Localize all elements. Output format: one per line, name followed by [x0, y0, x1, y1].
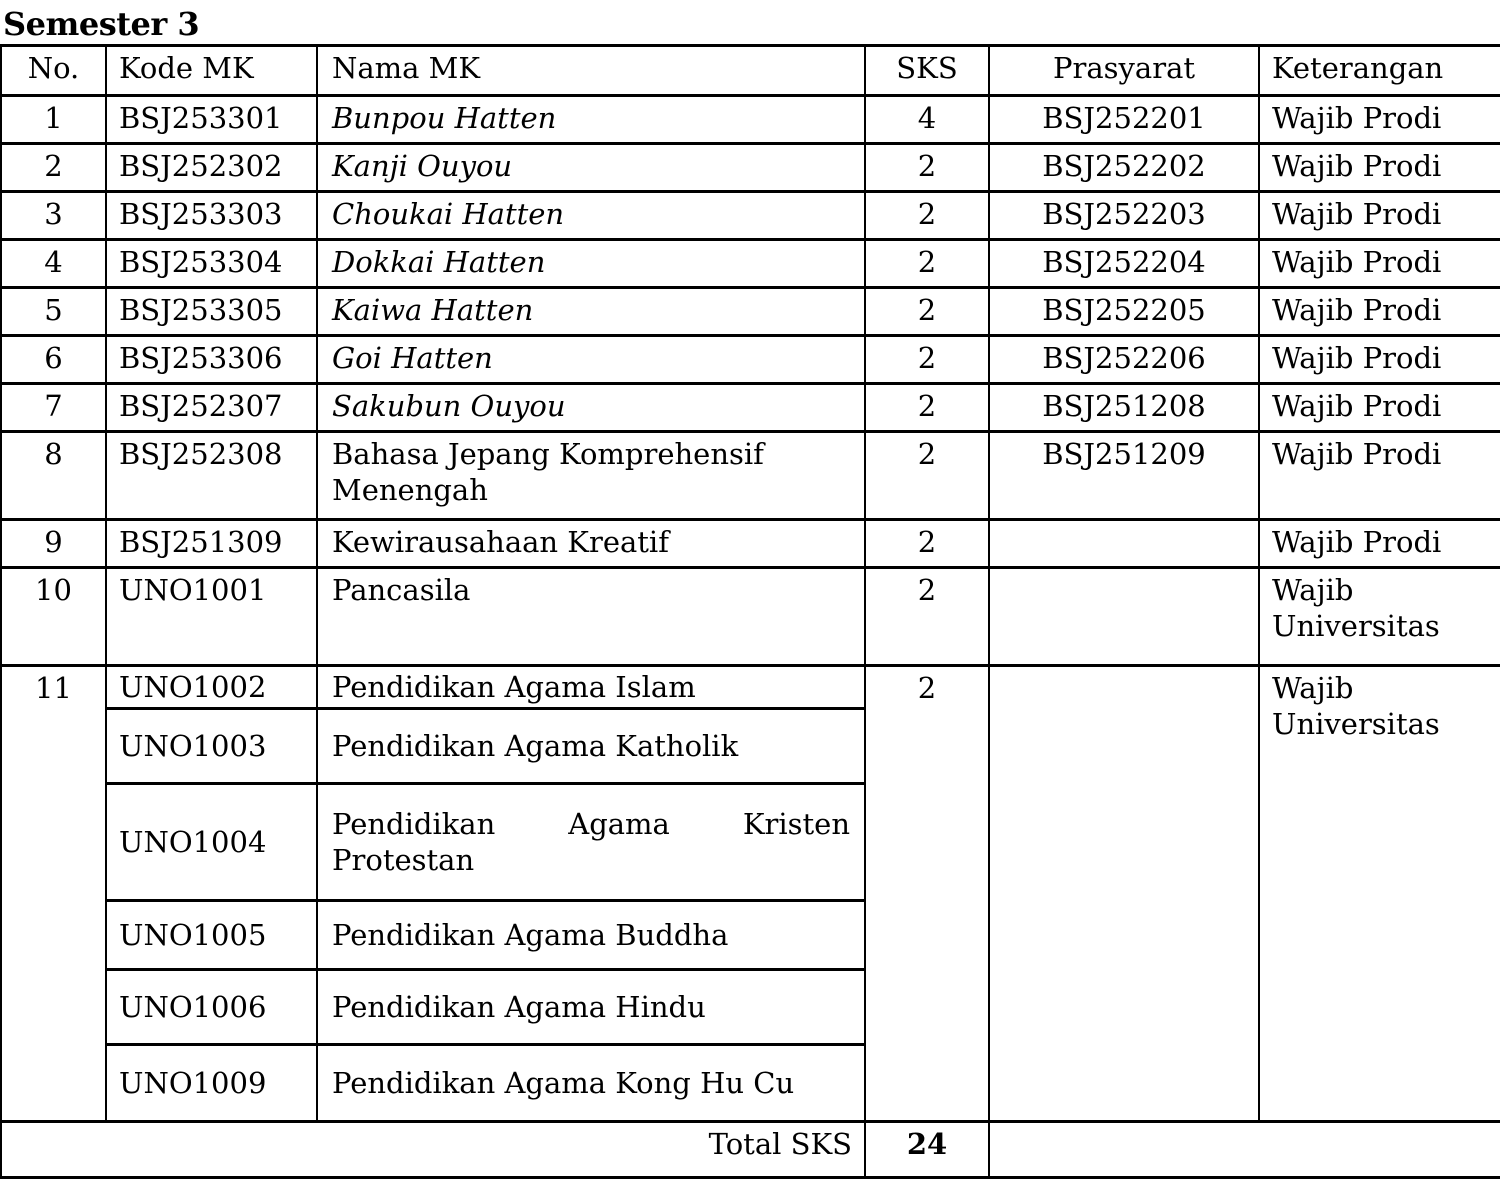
- cell-keterangan: Wajib Universitas: [1259, 666, 1500, 1122]
- cell-nama: Pendidikan Agama Kristen Protestan: [317, 784, 865, 901]
- cell-kode: UNO1001: [106, 568, 317, 666]
- cell-kode: UNO1005: [106, 901, 317, 970]
- table-row: [1, 384, 1500, 432]
- cell-kode: BSJ253304: [106, 240, 317, 288]
- cell-prasyarat: BSJ252203: [989, 192, 1259, 240]
- cell-kode: UNO1009: [106, 1045, 317, 1122]
- cell-nama: Choukai Hatten: [317, 192, 865, 240]
- cell-sks: 2: [865, 432, 989, 520]
- cell-nama: Pancasila: [317, 568, 865, 666]
- cell-nama: Dokkai Hatten: [317, 240, 865, 288]
- table-row: [1, 568, 1500, 666]
- cell-no: 7: [1, 384, 106, 432]
- cell-prasyarat: BSJ252205: [989, 288, 1259, 336]
- cell-no: 1: [1, 96, 106, 144]
- cell-kode: UNO1003: [106, 709, 317, 784]
- cell-keterangan: Wajib Prodi: [1259, 336, 1500, 384]
- cell-nama: Pendidikan Agama Buddha: [317, 901, 865, 970]
- cell-keterangan: Wajib Prodi: [1259, 520, 1500, 568]
- total-label-cell: Total SKS: [1, 1122, 865, 1178]
- cell-nama: Kanji Ouyou: [317, 144, 865, 192]
- cell-prasyarat: BSJ251209: [989, 432, 1259, 520]
- col-header-prasyarat: Prasyarat: [989, 46, 1259, 96]
- cell-kode: BSJ251309: [106, 520, 317, 568]
- cell-sks: 2: [865, 520, 989, 568]
- cell-nama: Bahasa Jepang Komprehensif Menengah: [317, 432, 865, 520]
- section-title: Semester 3: [3, 5, 200, 43]
- cell-kode: BSJ253301: [106, 96, 317, 144]
- cell-prasyarat: [989, 520, 1259, 568]
- table-row: [1, 288, 1500, 336]
- cell-keterangan: Wajib Prodi: [1259, 240, 1500, 288]
- table-row: [1, 192, 1500, 240]
- col-header-nama-mk: Nama MK: [317, 46, 865, 96]
- col-header-kode-mk: Kode MK: [106, 46, 317, 96]
- cell-keterangan: Wajib Universitas: [1259, 568, 1500, 666]
- cell-no: 2: [1, 144, 106, 192]
- cell-no: 10: [1, 568, 106, 666]
- table-row-option: [1, 666, 1500, 709]
- cell-kode: UNO1004: [106, 784, 317, 901]
- cell-kode: BSJ253305: [106, 288, 317, 336]
- total-sks-value: 24: [865, 1122, 989, 1178]
- cell-kode: BSJ252302: [106, 144, 317, 192]
- cell-sks: 2: [865, 568, 989, 666]
- cell-sks: 2: [865, 144, 989, 192]
- cell-nama: Pendidikan Agama Hindu: [317, 970, 865, 1045]
- cell-sks: 2: [865, 336, 989, 384]
- cell-keterangan: Wajib Prodi: [1259, 288, 1500, 336]
- cell-nama: Pendidikan Agama Katholik: [317, 709, 865, 784]
- table-row: [1, 144, 1500, 192]
- cell-nama: Kaiwa Hatten: [317, 288, 865, 336]
- cell-sks: 2: [865, 192, 989, 240]
- table-header-row: [1, 46, 1500, 96]
- cell-no: 8: [1, 432, 106, 520]
- table-row: [1, 432, 1500, 520]
- cell-keterangan: Wajib Prodi: [1259, 384, 1500, 432]
- cell-nama: Bunpou Hatten: [317, 96, 865, 144]
- cell-no: 5: [1, 288, 106, 336]
- cell-kode: BSJ252308: [106, 432, 317, 520]
- cell-sks: 2: [865, 240, 989, 288]
- cell-prasyarat: BSJ252206: [989, 336, 1259, 384]
- cell-keterangan: Wajib Prodi: [1259, 96, 1500, 144]
- cell-no: 9: [1, 520, 106, 568]
- table-row: [1, 240, 1500, 288]
- col-header-sks: SKS: [865, 46, 989, 96]
- cell-nama: Sakubun Ouyou: [317, 384, 865, 432]
- cell-nama: Goi Hatten: [317, 336, 865, 384]
- total-row: [1, 1122, 1500, 1178]
- cell-sks: 2: [865, 666, 989, 1122]
- cell-kode: UNO1006: [106, 970, 317, 1045]
- cell-keterangan: Wajib Prodi: [1259, 432, 1500, 520]
- cell-prasyarat: [989, 666, 1259, 1122]
- cell-no: 3: [1, 192, 106, 240]
- cell-sks: 4: [865, 96, 989, 144]
- cell-prasyarat: [989, 568, 1259, 666]
- col-header-keterangan: Keterangan: [1259, 46, 1500, 96]
- col-header-no: No.: [1, 46, 106, 96]
- total-empty-cell: [989, 1122, 1500, 1178]
- course-table: [0, 44, 1500, 1179]
- cell-sks: 2: [865, 288, 989, 336]
- table-row: [1, 336, 1500, 384]
- cell-kode: BSJ253306: [106, 336, 317, 384]
- cell-prasyarat: BSJ252202: [989, 144, 1259, 192]
- cell-no: 4: [1, 240, 106, 288]
- cell-kode: BSJ252307: [106, 384, 317, 432]
- cell-no: 11: [1, 666, 106, 1122]
- cell-nama: Pendidikan Agama Kong Hu Cu: [317, 1045, 865, 1122]
- cell-keterangan: Wajib Prodi: [1259, 144, 1500, 192]
- cell-prasyarat: BSJ252204: [989, 240, 1259, 288]
- cell-prasyarat: BSJ252201: [989, 96, 1259, 144]
- cell-sks: 2: [865, 384, 989, 432]
- table-row: [1, 96, 1500, 144]
- cell-kode: BSJ253303: [106, 192, 317, 240]
- cell-nama: Pendidikan Agama Islam: [317, 666, 865, 709]
- cell-keterangan: Wajib Prodi: [1259, 192, 1500, 240]
- table-row: [1, 520, 1500, 568]
- cell-no: 6: [1, 336, 106, 384]
- cell-prasyarat: BSJ251208: [989, 384, 1259, 432]
- cell-kode: UNO1002: [106, 666, 317, 709]
- cell-nama: Kewirausahaan Kreatif: [317, 520, 865, 568]
